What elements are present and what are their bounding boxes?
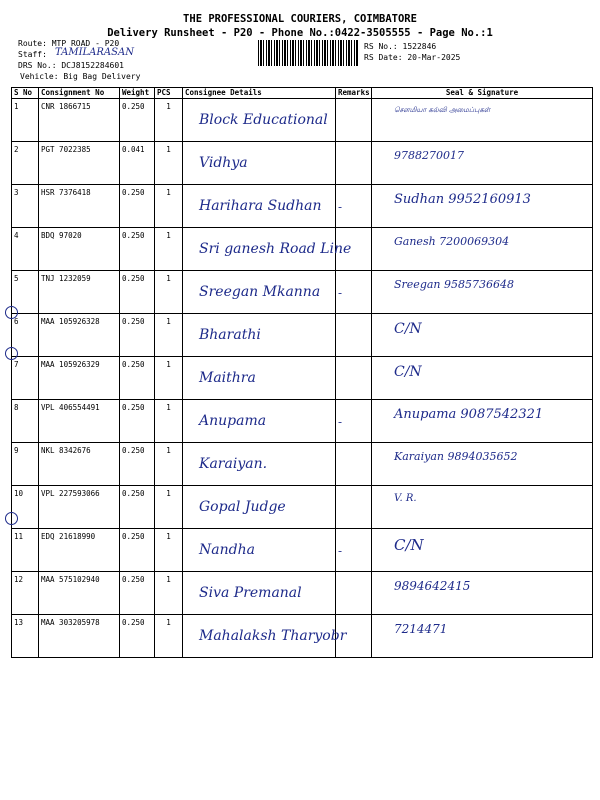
table-header-row — [12, 88, 593, 99]
table-row — [12, 357, 593, 400]
row-signature: சௌமியா கல்வி அமைப்புகள் — [394, 106, 491, 114]
row-sno: 8 — [14, 403, 19, 412]
rs-date: RS Date: 20-Mar-2025 — [364, 53, 461, 62]
row-consignee: Gopal Judge — [199, 499, 286, 515]
row-weight: 0.250 — [122, 532, 145, 541]
row-signature: Sreegan 9585736648 — [394, 278, 514, 291]
row-consignee: Karaiyan. — [199, 456, 268, 472]
runsheet-table — [11, 87, 593, 658]
row-pcs: 1 — [166, 188, 171, 197]
col-sno: S No — [12, 88, 39, 99]
row-remarks: - — [338, 286, 343, 300]
table-row — [12, 443, 593, 486]
row-signature: C/N — [394, 536, 424, 554]
col-weight: Weight — [120, 88, 155, 99]
row-consignment-no: MAA 105926328 — [41, 317, 100, 326]
row-pcs: 1 — [166, 446, 171, 455]
row-consignee: Mahalaksh Tharyobr — [199, 628, 347, 644]
table-row — [12, 486, 593, 529]
row-consignment-no: MAA 105926329 — [41, 360, 100, 369]
table-row — [12, 314, 593, 357]
row-sno: 1 — [14, 102, 19, 111]
row-signature: Karaiyan 9894035652 — [394, 450, 518, 463]
row-pcs: 1 — [166, 489, 171, 498]
row-consignee: Nandha — [199, 542, 255, 558]
row-consignment-no: MAA 575102940 — [41, 575, 100, 584]
row-pcs: 1 — [166, 360, 171, 369]
row-sno: 2 — [14, 145, 19, 154]
table-row — [12, 400, 593, 443]
row-remarks: - — [338, 544, 343, 558]
barcode-image — [258, 40, 358, 66]
row-consignee: Harihara Sudhan — [199, 198, 322, 214]
row-remarks — [338, 360, 369, 372]
row-remarks — [338, 575, 369, 587]
row-sno: 7 — [14, 360, 19, 369]
row-remarks — [338, 145, 369, 157]
row-sno: 12 — [14, 575, 24, 584]
row-signature: C/N — [394, 364, 422, 380]
row-weight: 0.250 — [122, 575, 145, 584]
row-consignment-no: MAA 303205978 — [41, 618, 100, 627]
row-consignment-no: EDQ 21618990 — [41, 532, 96, 541]
row-weight: 0.250 — [122, 618, 145, 627]
row-remarks — [338, 102, 369, 114]
row-signature: V. R. — [394, 493, 417, 504]
table-row — [12, 529, 593, 572]
row-consignee: Bharathi — [199, 327, 261, 343]
row-sno: 11 — [14, 532, 24, 541]
table-row — [12, 615, 593, 658]
drs-number: DRS No.: DCJ8152284601 — [18, 61, 124, 70]
row-consignment-no: PGT 7022385 — [41, 145, 91, 154]
row-consignment-no: TNJ 1232059 — [41, 274, 91, 283]
row-consignment-no: HSR 7376418 — [41, 188, 91, 197]
row-weight: 0.250 — [122, 317, 145, 326]
row-sno: 9 — [14, 446, 19, 455]
row-sno: 13 — [14, 618, 24, 627]
row-sno: 3 — [14, 188, 19, 197]
table-row — [12, 572, 593, 615]
row-pcs: 1 — [166, 403, 171, 412]
row-pcs: 1 — [166, 231, 171, 240]
route-info: Route: MTP ROAD - P20 — [18, 39, 120, 48]
table-row — [12, 271, 593, 314]
col-pcs: PCS — [155, 88, 183, 99]
row-signature: 7214471 — [394, 622, 448, 636]
col-signature: Seal & Signature — [372, 88, 593, 99]
row-consignment-no: VPL 406554491 — [41, 403, 100, 412]
circle-mark-icon — [5, 512, 18, 525]
rs-number: RS No.: 1522846 — [364, 42, 437, 51]
row-pcs: 1 — [166, 102, 171, 111]
row-remarks — [338, 317, 369, 329]
col-remarks: Remarks — [336, 88, 372, 99]
row-weight: 0.250 — [122, 489, 145, 498]
table-row — [12, 142, 593, 185]
circle-mark-icon — [5, 347, 18, 360]
staff-label: Staff: — [18, 50, 47, 59]
row-consignee: Sri ganesh Road Line — [199, 241, 352, 257]
row-sno: 10 — [14, 489, 24, 498]
table-row — [12, 228, 593, 271]
row-weight: 0.041 — [122, 145, 145, 154]
row-remarks: - — [338, 415, 343, 429]
row-consignee: Maithra — [199, 370, 256, 386]
row-weight: 0.250 — [122, 102, 145, 111]
row-signature: Ganesh 7200069304 — [394, 235, 510, 248]
circle-mark-icon — [5, 306, 18, 319]
row-remarks — [338, 446, 369, 458]
table-row — [12, 185, 593, 228]
row-pcs: 1 — [166, 274, 171, 283]
row-consignee: Block Educational — [199, 112, 328, 128]
row-consignee: Sreegan Mkanna — [199, 284, 321, 300]
row-weight: 0.250 — [122, 360, 145, 369]
row-consignment-no: CNR 1866715 — [41, 102, 91, 111]
row-pcs: 1 — [166, 575, 171, 584]
row-consignee: Anupama — [199, 413, 267, 429]
table-row — [12, 99, 593, 142]
row-sno: 4 — [14, 231, 19, 240]
row-pcs: 1 — [166, 532, 171, 541]
row-consignment-no: VPL 227593066 — [41, 489, 100, 498]
row-pcs: 1 — [166, 145, 171, 154]
row-remarks: - — [338, 200, 343, 214]
row-signature: 9788270017 — [394, 149, 464, 162]
vehicle-info: Vehicle: Big Bag Delivery — [20, 72, 141, 81]
row-weight: 0.250 — [122, 231, 145, 240]
row-weight: 0.250 — [122, 274, 145, 283]
col-consignment: Consignment No — [39, 88, 120, 99]
document-subtitle: Delivery Runsheet - P20 - Phone No.:0422-3505555 - Page No.:1 — [107, 27, 493, 39]
row-consignment-no: NKL 8342676 — [41, 446, 91, 455]
row-sno: 6 — [14, 317, 19, 326]
document-title: THE PROFESSIONAL COURIERS, COIMBATORE — [183, 13, 417, 25]
row-sno: 5 — [14, 274, 19, 283]
row-weight: 0.250 — [122, 188, 145, 197]
row-weight: 0.250 — [122, 403, 145, 412]
row-weight: 0.250 — [122, 446, 145, 455]
row-consignee: Vidhya — [199, 155, 248, 171]
row-signature: 9894642415 — [394, 579, 471, 593]
row-signature: C/N — [394, 321, 422, 337]
row-pcs: 1 — [166, 618, 171, 627]
row-consignee: Siva Premanal — [199, 585, 302, 601]
row-signature: Sudhan 9952160913 — [394, 192, 531, 207]
row-consignment-no: BDQ 97020 — [41, 231, 82, 240]
row-signature: Anupama 9087542321 — [394, 407, 544, 422]
col-consignee: Consignee Details — [183, 88, 336, 99]
staff-name: TAMILARASAN — [55, 47, 134, 58]
row-remarks — [338, 489, 369, 501]
row-pcs: 1 — [166, 317, 171, 326]
